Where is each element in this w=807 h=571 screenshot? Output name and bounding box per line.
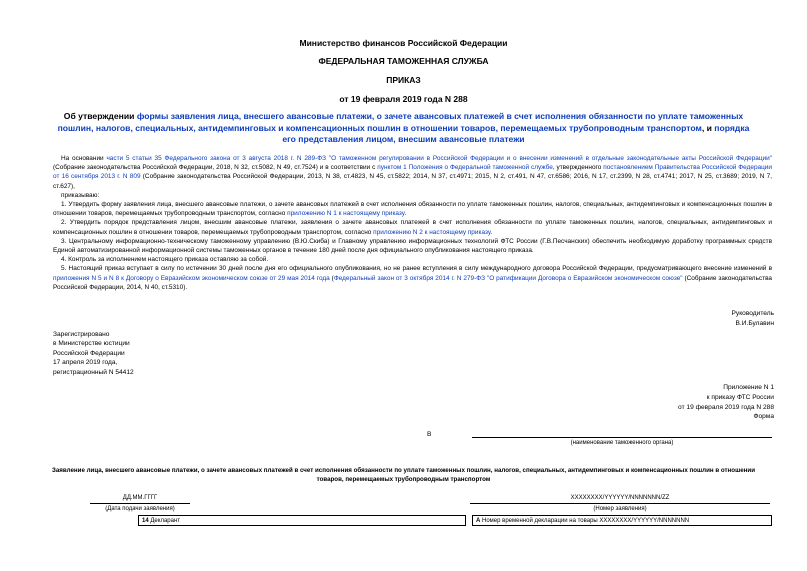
item-5-text: 5. Настоящий приказ вступает в силу по истечении 30 дней после дня его официального опубликования, но не ранее вступления в силу международного договора Российской Федерации, предусматривающего внесение изменений в	[61, 265, 772, 273]
form-title: Заявление лица, внесшего авансовые платежи, о зачете авансовых платежей в счет исполнения обязанности по уплате таможенных пошлин, налогов, специальных, антидемпинговых и компенсационных пошлин в отношении товаров, перемещаемых трубопроводным транспортом	[51, 467, 756, 483]
preamble-text-1: На основании	[61, 155, 107, 162]
item-2-end: .	[490, 228, 493, 236]
order-word: приказываю:	[61, 191, 100, 199]
item-5	[53, 264, 772, 292]
item-5-end: (Собрание законодательства Российской Федерации, 2014, N 40, ст.5310).	[53, 274, 773, 291]
item-1	[53, 200, 772, 218]
date-underline	[90, 503, 190, 504]
cell-temp-declaration-label: Номер временной декларации на товары XXXXXXXX/YYYYYY/NNNNNNN	[482, 518, 690, 524]
title-link-procedure[interactable]: порядка его представления лицом, внесшим авансовые платежи	[282, 122, 750, 144]
item-1-text: 1. Утвердить форму заявления лица, внесшего авансовые платежи, о зачете авансовых платежей в счет исполнения обязанности по уплате таможенных пошлин, налогов, специальных, антидемпинговых и компенсационных пошлин в отношении товаров, перемещаемых трубопроводным транспортом, согласно	[53, 201, 772, 218]
preamble-text-3: , утвержденного	[552, 164, 604, 172]
doc-type: ПРИКАЗ	[386, 75, 421, 85]
appendix-line-4: Форма	[753, 413, 774, 421]
cell-temp-declaration	[472, 515, 772, 526]
preamble	[53, 154, 772, 191]
appendix-block	[678, 383, 774, 422]
item-4: 4. Контроль за исполнением настоящего приказа оставляю за собой.	[61, 256, 269, 264]
order-body	[53, 154, 772, 292]
registration-line-2: в Министерстве юстиции	[53, 340, 130, 348]
date-caption: (Дата подачи заявления)	[105, 506, 175, 512]
item-3: 3. Центральному информационно-техническому таможенному управлению (В.Ю.Скиба) и Главному управлению информационных технологий ФТС России (Г.В.Песчанских) обеспечить необходимую доработку программных средств Единой автоматизированной информационной системы таможенных органов в течение 180 дней после дня официального опубликования настоящего приказа.	[53, 237, 772, 255]
item-2-text: 2. Утвердить порядок представления лицом, внесшим авансовые платежи, заявления о зачете авансовых платежей в счет исполнения обязанности по уплате таможенных пошлин, налогов, специальных, антидемпинговых и компенсационных пошлин в отношении товаров, перемещаемых трубопроводным транспортом, согласно	[53, 219, 772, 236]
cell-declarant-number: 14	[142, 518, 149, 524]
registration-line-5: регистрационный N 54412	[53, 368, 134, 376]
organ-prefix: В	[427, 431, 432, 438]
number-field: ХХХХХХХХ/YYYYYY/NNNNNNN/ZZ	[570, 495, 670, 501]
document-title	[55, 111, 752, 146]
item-1-end: .	[404, 210, 407, 218]
number-underline	[470, 503, 770, 504]
title-prefix: Об утверждении	[63, 111, 137, 121]
preamble-text-4: (Собрание законодательства Российской Федерации, 2013, N 38, ст.4823, N 45, ст.5822; 2014, N 37, ст.4971; 2015, N 2, ст.491, N 47, ст.6586; 2016, N 17, ст.2399, N 28, ст.4741; 2017, N 25, ст.3689; 2019, N 7, ст.627),	[53, 173, 773, 190]
preamble-link-decree[interactable]: постановлением Правительства Российской Федерации от 16 сентября 2013 г. N 809	[53, 164, 772, 181]
registration-line-4: 17 апреля 2019 года,	[53, 359, 118, 367]
registration-block	[53, 330, 134, 377]
item-5-link-law[interactable]: Федеральный закон от 3 октября 2014 г. N 279-ФЗ "О ратификации Договора о Евразийском экономическом союзе"	[333, 274, 683, 282]
cell-declarant	[138, 515, 466, 526]
title-link-form[interactable]: формы заявления лица, внесшего авансовые платежи, о зачете авансовых платежей в счет исполнения обязанности по уплате таможенных пошлин, налогов, специальных, антидемпинговых и компенсационных пошлин в отношении товаров, перемещаемых трубопроводным транспортом	[57, 111, 744, 133]
service-name: ФЕДЕРАЛЬНАЯ ТАМОЖЕННАЯ СЛУЖБА	[318, 56, 489, 66]
doc-date-number: от 19 февраля 2019 года N 288	[339, 94, 468, 104]
preamble-link-law[interactable]: части 5 статьи 35 Федерального закона от 3 августа 2018 г. N 289-ФЗ "О таможенном регулировании в Российской Федерации и о внесении изменений в отдельные законодательные акты Российской Федерации"	[106, 155, 772, 162]
registration-line-1: Зарегистрировано	[53, 331, 110, 338]
item-5-link-treaty[interactable]: приложения N 5 и N 8 к Договору о Евразийском экономическом союзе от 29 мая 2014 года	[53, 274, 330, 282]
preamble-text-2: (Собрание законодательства Российской Федерации, 2018, N 32, ст.5082, N 49, ст.7524) и в соответствии с	[53, 164, 378, 172]
preamble-link-regulation[interactable]: пунктом 1 Положения о Федеральной таможенной службе	[377, 164, 553, 172]
item-1-link[interactable]: приложению N 1 к настоящему приказу	[287, 210, 405, 218]
organ-underline	[472, 437, 772, 438]
cell-declarant-label: Декларант	[150, 518, 181, 524]
item-2-link[interactable]: приложению N 2 к настоящему приказу	[373, 228, 491, 236]
item-2	[53, 218, 772, 236]
registration-line-3: Российской Федерации	[53, 349, 125, 357]
ministry-name: Министерство финансов Российской Федерации	[299, 38, 508, 48]
number-caption: (Номер заявления)	[593, 506, 647, 512]
signatory-name: В.И.Булавин	[735, 320, 774, 327]
date-field: ДД.ММ.ГГГГ	[122, 495, 158, 501]
signatory-role: Руководитель	[731, 310, 774, 317]
appendix-line-1: Приложение N 1	[723, 384, 774, 391]
appendix-line-3: от 19 февраля 2019 года N 288	[678, 403, 774, 411]
organ-caption: (наименование таможенного органа)	[570, 440, 674, 446]
appendix-line-2: к приказу ФТС России	[706, 393, 774, 401]
title-middle: , и	[701, 122, 715, 133]
item-5-mid: (	[329, 274, 334, 282]
cell-temp-declaration-letter: А	[476, 518, 481, 524]
